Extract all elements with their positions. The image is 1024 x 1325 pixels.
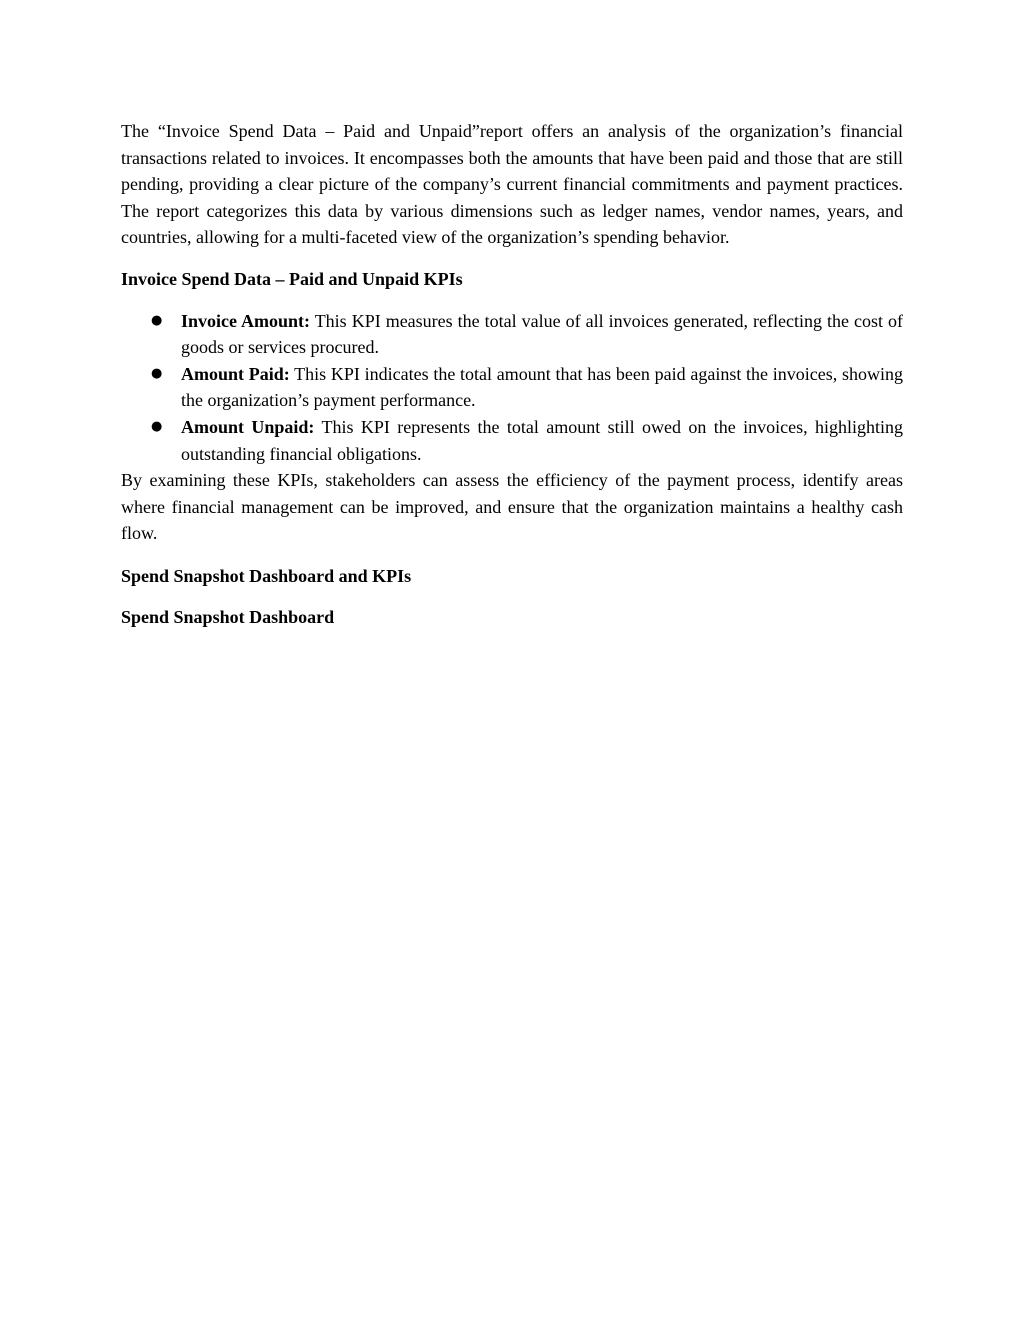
document-page	[121, 118, 903, 630]
list-item	[121, 361, 903, 414]
list-item	[121, 414, 903, 467]
bullet-icon: ●	[151, 418, 163, 434]
kpi-term-amount-unpaid: Amount Unpaid:	[181, 416, 315, 437]
intro-paragraph: The “Invoice Spend Data – Paid and Unpaid”report offers an analysis of the organization’s financial transactions related to invoices. It encompasses both the amounts that have been paid and those that are still pending, providing a clear picture of the company’s current financial commitments and payment practices. The report categorizes this data by various dimensions such as ledger names, vendor names, years, and countries, allowing for a multi-faceted view of the organization’s spending behavior.	[121, 121, 903, 248]
conclusion-paragraph: By examining these KPIs, stakeholders can assess the efficiency of the payment process, identify areas where financial management can be improved, and ensure that the organization maintains a healthy cash flow.	[121, 470, 903, 544]
kpi-description: This KPI represents the total amount still owed on the invoices, highlighting outstanding financial obligations.	[181, 416, 903, 464]
kpi-section-heading: Invoice Spend Data – Paid and Unpaid KPIs	[121, 268, 463, 289]
kpi-term-amount-paid: Amount Paid:	[181, 363, 290, 384]
kpi-description: This KPI indicates the total amount that has been paid against the invoices, showing the organization’s payment performance.	[181, 363, 903, 411]
bullet-icon: ●	[151, 365, 163, 381]
snapshot-section-heading: Spend Snapshot Dashboard and KPIs	[121, 565, 412, 586]
dashboard-subheading: Spend Snapshot Dashboard	[121, 606, 335, 627]
bullet-icon: ●	[151, 312, 163, 328]
kpi-list	[121, 308, 903, 468]
kpi-description: This KPI measures the total value of all invoices generated, reflecting the cost of goods or services procured.	[181, 310, 903, 358]
list-item	[121, 308, 903, 361]
kpi-term-invoice-amount: Invoice Amount:	[181, 310, 311, 331]
